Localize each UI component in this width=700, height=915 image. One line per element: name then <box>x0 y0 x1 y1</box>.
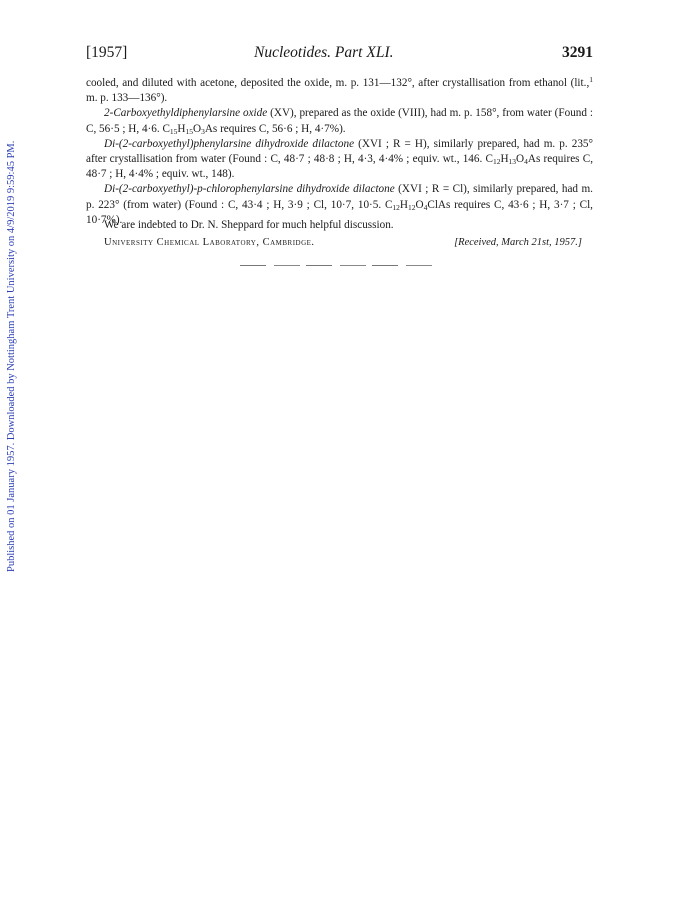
header-title: Nucleotides. Part XLI. <box>254 44 394 61</box>
compound-name: Di-(2-carboxyethyl)-p-chlorophenylarsine dihydroxide dilactone <box>104 183 395 196</box>
formula-element: H <box>399 198 409 211</box>
institution: University Chemical Laboratory, Cambridge. <box>104 237 315 248</box>
compound-name: Di-(2-carboxyethyl)phenylarsine dihydroxide dilactone <box>104 137 355 150</box>
formula-element: O <box>415 198 424 211</box>
subscript: 15 <box>169 126 178 136</box>
paragraph-4-tail: ClAs requires C, 43·6 ; H, 3·7 ; Cl, 10·7%). <box>86 198 593 226</box>
formula-element: H <box>500 153 509 166</box>
paragraph-3-text: (XVI ; R = H), similarly prepared, had m. p. 235° after crystallisation from water (Found : C, 48·7 ; 48·8 ; H, 4·3, 4·4% ; equiv. wt., 146. C <box>86 137 593 166</box>
formula-element: O <box>516 153 525 166</box>
end-rule <box>240 265 436 266</box>
received-text: [Received, March 21st, 1957.] <box>454 237 582 248</box>
paragraph-3 <box>86 137 593 183</box>
paragraph-2-tail: As requires C, 56·6 ; H, 4·7%). <box>204 122 346 135</box>
publication-watermark: Published on 01 January 1957. Downloaded by Nottingham Trent University on 4/9/2019 9:59:45 PM. <box>6 140 17 572</box>
article-footer <box>104 237 582 253</box>
paragraph-1 <box>86 76 593 106</box>
subscript: 12 <box>492 157 501 167</box>
paragraph-4-text: (XVI ; R = Cl), similarly prepared, had m. p. 223° (from water) (Found : C, 43·4 ; H, 3·9 ; Cl, 10·7, 10·5. C <box>86 183 593 211</box>
subscript: 4 <box>524 157 528 167</box>
page-number: 3291 <box>562 44 593 61</box>
reference-mark: 1 <box>589 75 593 84</box>
paragraph-2-text: (XV), prepared as the oxide (VIII), had m. p. 158°, from water (Found : C, 56·5 ; H, 4·6. C <box>86 107 594 135</box>
paragraph-1-text: cooled, and diluted with acetone, deposited the oxide, m. p. 131—132°, after crystallisation from ethanol (lit., <box>86 77 590 89</box>
page-header <box>86 44 593 64</box>
paragraph-3-tail: As requires C, 48·7 ; H, 4·4% ; equiv. wt., 148). <box>86 153 593 181</box>
compound-name: 2-Carboxyethyldiphenylarsine oxide <box>104 107 268 120</box>
article-body <box>86 76 593 228</box>
paragraph-1-tail: m. p. 133—136°). <box>86 92 168 105</box>
subscript: 15 <box>185 126 193 136</box>
acknowledgement-text: We are indebted to Dr. N. Sheppard for much helpful discussion. <box>104 219 394 231</box>
received-date <box>454 237 582 248</box>
subscript: 4 <box>423 202 428 212</box>
acknowledgement <box>86 218 593 233</box>
subscript: 12 <box>392 202 400 212</box>
formula-element: H <box>177 122 186 135</box>
subscript: 12 <box>408 202 416 212</box>
subscript: 13 <box>508 157 517 167</box>
subscript: 3 <box>201 126 205 136</box>
formula-element: O <box>193 122 202 135</box>
paragraph-2 <box>86 106 593 136</box>
header-year: [1957] <box>86 44 128 61</box>
